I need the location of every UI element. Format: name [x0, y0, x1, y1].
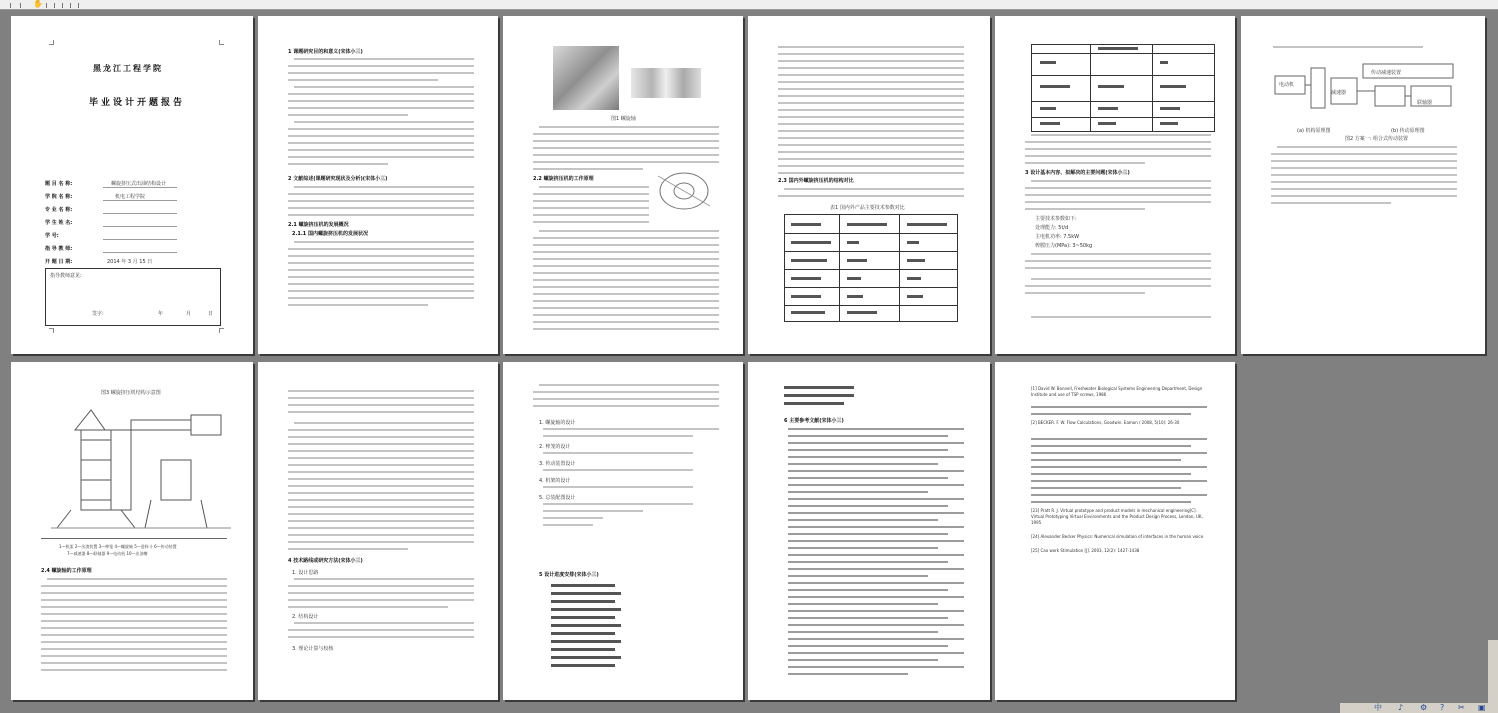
page-1[interactable] — [11, 16, 253, 354]
day-label: 日 — [208, 311, 214, 317]
scissors-icon[interactable]: ✂ — [1458, 703, 1465, 712]
parameter-table — [1031, 44, 1215, 132]
month-label: 月 — [186, 311, 192, 317]
task-item-2: 2. 榨笼的设计 — [539, 444, 571, 450]
field-label-college: 学 院 名 称: — [45, 194, 73, 200]
page-2[interactable] — [258, 16, 498, 354]
field-label-title: 题 目 名 称: — [45, 181, 73, 187]
advisor-opinion-box — [45, 268, 221, 326]
sound-icon[interactable]: ♪ — [1398, 703, 1404, 712]
transmission-diagram — [1271, 56, 1461, 126]
ime-chinese-icon[interactable]: 中 — [1374, 703, 1382, 712]
task-item-4: 4. 机架的设计 — [539, 478, 571, 484]
param-line-3: 主电机功率: 7.5kW — [1035, 234, 1080, 240]
block-transmission: 传动减速装置 — [1371, 70, 1402, 76]
figure-caption-a: (a) 机构原理图 — [1297, 128, 1331, 134]
screw-photo-1 — [553, 46, 619, 110]
reference-1: [1] David W. Bonnell, Freshwater Biological Systems Engineering Department, Design Institute and use of TSP screws, 1986 — [1031, 386, 1203, 397]
page-3[interactable] — [503, 16, 743, 354]
heading-development: 2.1 螺旋挤压机的发展概况 — [288, 222, 349, 228]
field-label-date: 开 题 日 期: — [45, 259, 73, 265]
hand-tool-icon[interactable]: ✋ — [33, 0, 43, 8]
machine-structure-drawing — [51, 400, 231, 530]
reference-2: [2] BECKER. F. W. Flow Calculations, Goodwin. Eamon / 2008, 5(10): 26-30 — [1031, 420, 1180, 425]
figure-caption-fig2: 图2 方案一: 组合式传动装置 — [1345, 136, 1409, 142]
field-label-major: 专 业 名 称: — [45, 207, 73, 213]
page-9[interactable] — [503, 362, 743, 700]
sign-label: 签字: — [92, 311, 104, 317]
figure-title-structure: 图3 螺旋挤压机结构示意图 — [101, 390, 161, 396]
param-line-1: 主要技术参数如下: — [1035, 216, 1077, 222]
heading-domestic: 2.1.1 国内螺旋挤压机的发展状况 — [292, 231, 368, 237]
block-coupling: 联轴器 — [1417, 100, 1433, 106]
heading-design-content: 3 设计基本内容、拟解决的主要问题(宋体小三) — [1025, 170, 1130, 176]
heading-principle: 2.2 螺旋挤压机的工作原理 — [533, 176, 594, 182]
legend-line-1: 1—机架 2—出渣装置 3—榨笼 4—螺旋轴 5—进料斗 6—传动装置 — [59, 544, 177, 549]
table-title: 表1 国内外产品主要技术参数对比 — [830, 205, 905, 211]
reference-24: [24] Alexander Becker Physics: Numerical simulation of interfaces in the human voice. — [1031, 534, 1205, 539]
field-label-student-id: 学 号: — [45, 233, 59, 239]
page-10[interactable] — [748, 362, 990, 700]
comparison-table — [784, 214, 958, 322]
page-4[interactable] — [748, 16, 990, 354]
top-ruler[interactable] — [0, 0, 1498, 10]
field-value-date: 2014 年 3 月 15 日 — [107, 259, 153, 265]
advisor-opinion-title: 指导教师意见: — [50, 273, 82, 279]
status-tray — [1340, 703, 1498, 713]
param-line-4: 榨膛压力(MPa): 3~50kg — [1035, 243, 1093, 249]
report-title: 毕业设计开题报告 — [89, 98, 186, 108]
heading-schedule: 5 设计进度安排(宋体小三) — [539, 572, 599, 578]
reference-23: [23] Pratt R. J. Virtual prototype and product models in mechanical engineering[C]. Virtual Prototyping Virtual Environments and the Product Design Process, London, UK, 1995 — [1031, 508, 1203, 525]
crusher-sketch — [653, 166, 715, 216]
heading-methods: 4 技术路线或研究方法(宋体小三) — [288, 558, 363, 564]
page-6[interactable] — [1241, 16, 1485, 354]
school-name: 黑龙江工程学院 — [93, 64, 163, 73]
page-8[interactable] — [258, 362, 498, 700]
heading-literature: 2 文献综述(课题研究现状及分析)(宋体小三) — [288, 176, 388, 182]
block-motor: 电动机 — [1279, 82, 1295, 88]
method-item-1: 1. 设计思路 — [292, 570, 319, 576]
settings-icon[interactable]: ⚙ — [1420, 703, 1428, 712]
field-value-college: 机电工程学院 — [115, 194, 146, 200]
heading-purpose: 1 课题研究目的和意义(宋体小三) — [288, 49, 363, 55]
year-label: 年 — [158, 311, 164, 317]
reference-25: [25] Cao work Stimulation [J]. 2003, 12(2): 1427-1438 — [1031, 548, 1140, 553]
field-label-advisor: 指 导 教 师: — [45, 246, 73, 252]
method-item-3: 3. 理论计算与校核 — [292, 646, 334, 652]
page-5[interactable] — [995, 16, 1235, 354]
heading-references: 6 主要参考文献(宋体小三) — [784, 418, 844, 424]
task-item-5: 5. 总装配图设计 — [539, 495, 576, 501]
field-label-student: 学 生 姓 名: — [45, 220, 73, 226]
method-item-2: 2. 结构设计 — [292, 614, 319, 620]
legend-line-2: 7—减速器 8—联轴器 9—电动机 10—出油槽 — [67, 551, 148, 556]
task-item-1: 1. 螺旋轴的设计 — [539, 420, 576, 426]
vertical-scrollbar[interactable] — [1488, 640, 1498, 703]
screw-photo-2 — [631, 68, 701, 98]
figure-caption-b: (b) 传动原理图 — [1391, 128, 1425, 134]
window-icon[interactable]: ▣ — [1478, 703, 1486, 712]
figure-caption-screw: 图1 螺旋轴 — [611, 116, 636, 122]
page-7[interactable] — [11, 362, 253, 700]
block-reducer: 减速器 — [1331, 90, 1347, 96]
task-item-3: 3. 传动装置设计 — [539, 461, 576, 467]
heading-screw-principle: 2.4 螺旋轴的工作原理 — [41, 568, 92, 574]
field-value-title: 螺旋挤压式出油结构设计 — [111, 181, 167, 187]
page-11[interactable] — [995, 362, 1235, 700]
heading-comparison: 2.3 国内外螺旋挤压机的结构对比 — [778, 178, 854, 184]
param-line-2: 处理能力: 5t/d — [1035, 225, 1069, 231]
help-icon[interactable]: ? — [1440, 703, 1445, 712]
